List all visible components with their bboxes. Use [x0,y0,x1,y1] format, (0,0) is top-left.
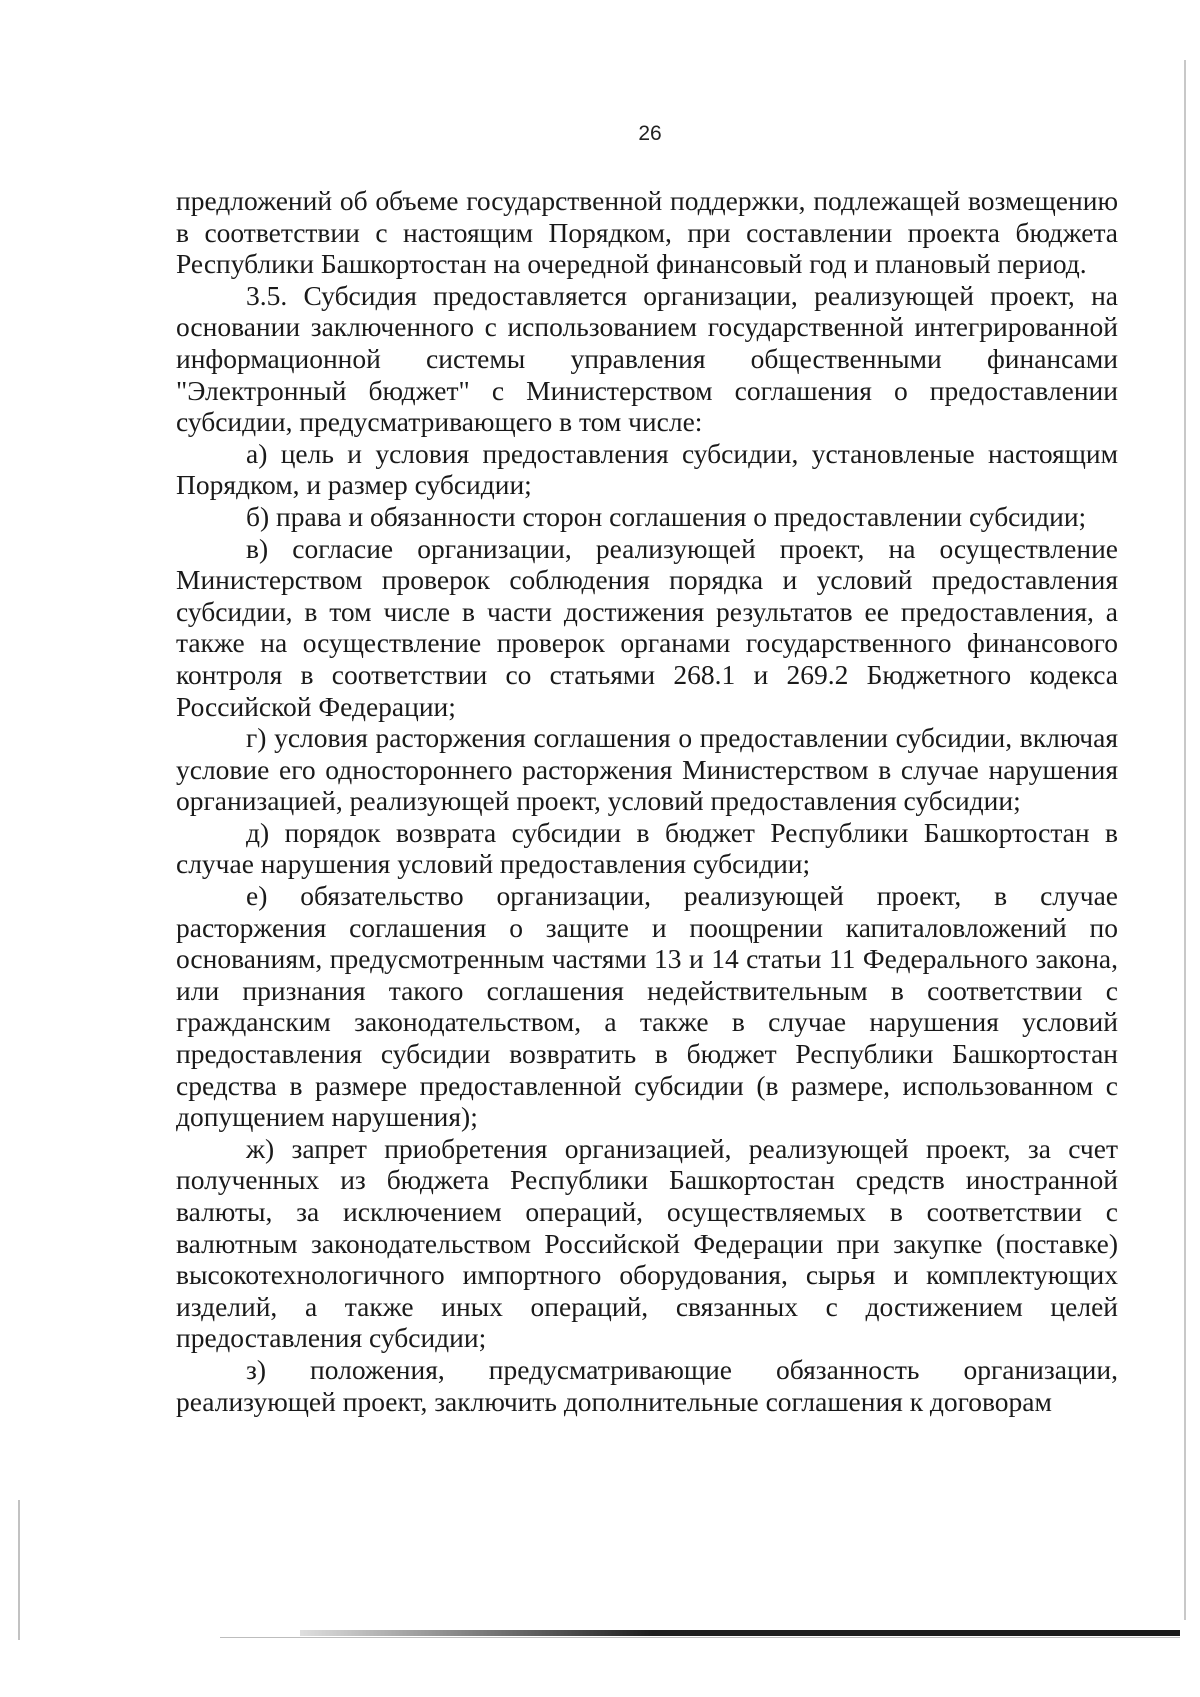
list-item-d: д) порядок возврата субсидии в бюджет Республики Башкортостан в случае нарушения условий предоставления субсидии; [176,816,1118,880]
scan-bottom-shadow [300,1630,1180,1636]
scan-edge-right [1184,60,1186,1620]
scan-bottom-line [220,1637,1180,1638]
scan-edge-left [18,1500,20,1640]
paragraph-3-5: 3.5. Субсидия предоставляется организации, реализующей проект, на основании заключенного с использованием государственной интегрированной информационной системы управления общественными финансами "Электронный бюджет" с Министерством соглашения о предоставлении субсидии, предусматривающего в том числе: [176,279,1118,438]
paragraph-continuation: предложений об объеме государственной поддержки, подлежащей возмещению в соответствии с настоящим Порядком, при составлении проекта бюджета Республики Башкортостан на очередной финансовый год и плановый период. [176,185,1118,280]
page-number: 26 [638,122,662,145]
list-item-a: а) цель и условия предоставления субсидии, установленые настоящим Порядком, и размер субсидии; [176,437,1118,501]
list-item-b: б) права и обязанности сторон соглашения о предоставлении субсидии; [246,500,1087,532]
list-item-z: з) положения, предусматривающие обязанность организации, реализующей проект, заключить дополнительные соглашения к договорам [176,1353,1118,1417]
document-body [176,185,1118,1417]
list-item-g: г) условия расторжения соглашения о предоставлении субсидии, включая условие его одностороннего расторжения Министерством в случае нарушения организацией, реализующей проект, условий предоставления субсидии; [176,722,1118,817]
list-item-zh: ж) запрет приобретения организацией, реализующей проект, за счет полученных из бюджета Республики Башкортостан средств иностранной валюты, за исключением операций, осуществляемых в соответствии с валютным законодательством Российской Федерации при закупке (поставке) высокотехнологичного импортного оборудования, сырья и комплектующих изделий, а также иных операций, связанных с достижением целей предоставления субсидии; [176,1132,1118,1354]
list-item-e: е) обязательство организации, реализующей проект, в случае расторжения соглашения о защите и поощрении капиталовложений по основаниям, предусмотренным частями 13 и 14 статьи 11 Федерального закона, или признания такого соглашения недействительным в соответствии с гражданским законодательством, а также в случае нарушения условий предоставления субсидии возвратить в бюджет Республики Башкортостан средства в размере предоставленной субсидии (в размере, использованном с допущением нарушения); [176,880,1118,1133]
list-item-v: в) согласие организации, реализующей проект, на осуществление Министерством проверок соблюдения порядка и условий предоставления субсидии, в том числе в части достижения результатов ее предоставления, а также на осуществление проверок органами государственного финансового контроля в соответствии со статьями 268.1 и 269.2 Бюджетного кодекса Российской Федерации; [176,532,1118,722]
